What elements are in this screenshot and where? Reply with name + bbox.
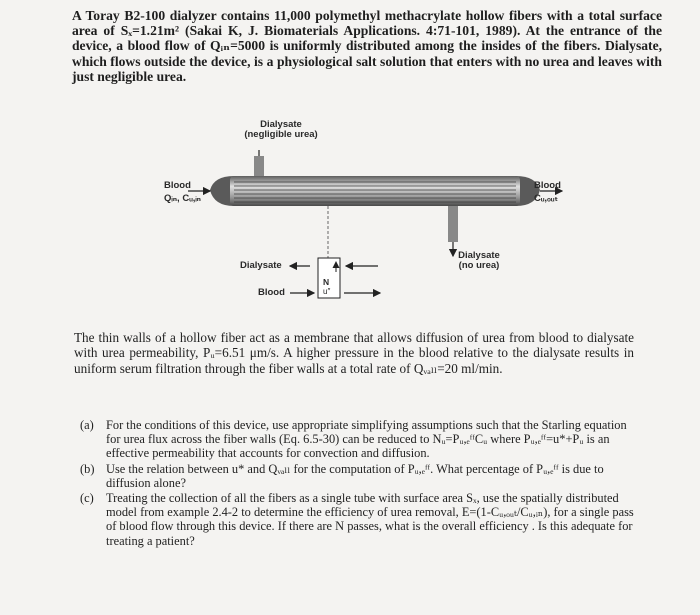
dialysate-left-label: Dialysate (240, 260, 282, 271)
dialysate-top-label (236, 120, 326, 140)
question-c (80, 491, 640, 548)
question-list (80, 418, 640, 549)
question-b-label: (b) (80, 461, 95, 476)
dialyzer-tube (230, 176, 520, 206)
dialysate-right-line1: Dialysate (458, 250, 500, 261)
dialysate-right-label (452, 251, 506, 271)
dialysate-top-line2: (negligible urea) (244, 129, 318, 140)
problem-intro: A Toray B2-100 dialyzer contains 11,000 polymethyl methacrylate hollow fibers with a total surface area of Sₓ=1.21m² (Sakai K, J. Biomaterials Applications. 4:71-101, 1989). At the entrance of the device, a blood flow of Qᵢₙ=5000 is uniformly distributed among the insides of the fibers. Dialysate, which flows outside the device, is a physiological salt solution that enters with no urea and leaves with just negligible urea. (72, 8, 662, 84)
bottom-outlet-pipe (448, 202, 458, 242)
blood-left-line2: Qᵢₙ, Cᵤ,ᵢₙ (164, 193, 202, 204)
element-n-label: N (323, 277, 330, 287)
question-b (80, 462, 640, 490)
blood-right-line2: Cᵤ,ₒᵤₜ (534, 193, 559, 204)
question-a (80, 418, 640, 461)
element-u-label: u″ (323, 287, 331, 296)
question-b-text: Use the relation between u* and Qᵥₐₗₗ for the computation of Pᵤ,ₑᶠᶠ. What percentage of Pᵤ,ₑᶠᶠ is due to diffusion alone? (106, 461, 604, 490)
dialyzer-drawing (150, 118, 610, 318)
question-a-text: For the conditions of this device, use appropriate simplifying assumptions such that the Starling equation for urea flux across the fiber walls (Eq. 6.5-30) can be reduced to Nᵤ=Pᵤ,ₑᶠᶠCᵤ where Pᵤ,ₑᶠᶠ=u*+Pᵤ is an effective permeability that accounts for convection and diffusion. (106, 418, 627, 461)
blood-right-label (534, 181, 561, 204)
blood-left-label (164, 181, 201, 204)
membrane-paragraph: The thin walls of a hollow fiber act as a membrane that allows diffusion of urea from blood to dialysate with urea permeability, Pᵤ=6.51 μm/s. A higher pressure in the blood relative to the dialysate results in uniform serum filtration through the fiber walls at a total rate of Qᵥₐₗₗ=20 ml/min. (74, 330, 634, 376)
question-c-text: Treating the collection of all the fibers as a single tube with surface area Sₓ, use the spatially distributed model from example 2.4-2 to determine the efficiency of urea removal, E=(1-Cᵤ,ₒᵤₜ/Cᵤ,ᵢₙ), for a single pass of blood flow through this device. If there are N passes, what is the overall efficiency . Is this adequate for treating a patient? (106, 491, 634, 548)
dialysate-top-line1: Dialysate (260, 119, 302, 130)
dialysate-right-line2: (no urea) (458, 260, 500, 271)
blood-bottom-label: Blood (258, 287, 285, 298)
dialyzer-diagram (150, 118, 610, 318)
question-a-label: (a) (80, 418, 94, 432)
blood-left-line1: Blood (164, 180, 191, 191)
question-c-label: (c) (80, 491, 94, 506)
blood-right-line1: Blood (534, 180, 561, 191)
